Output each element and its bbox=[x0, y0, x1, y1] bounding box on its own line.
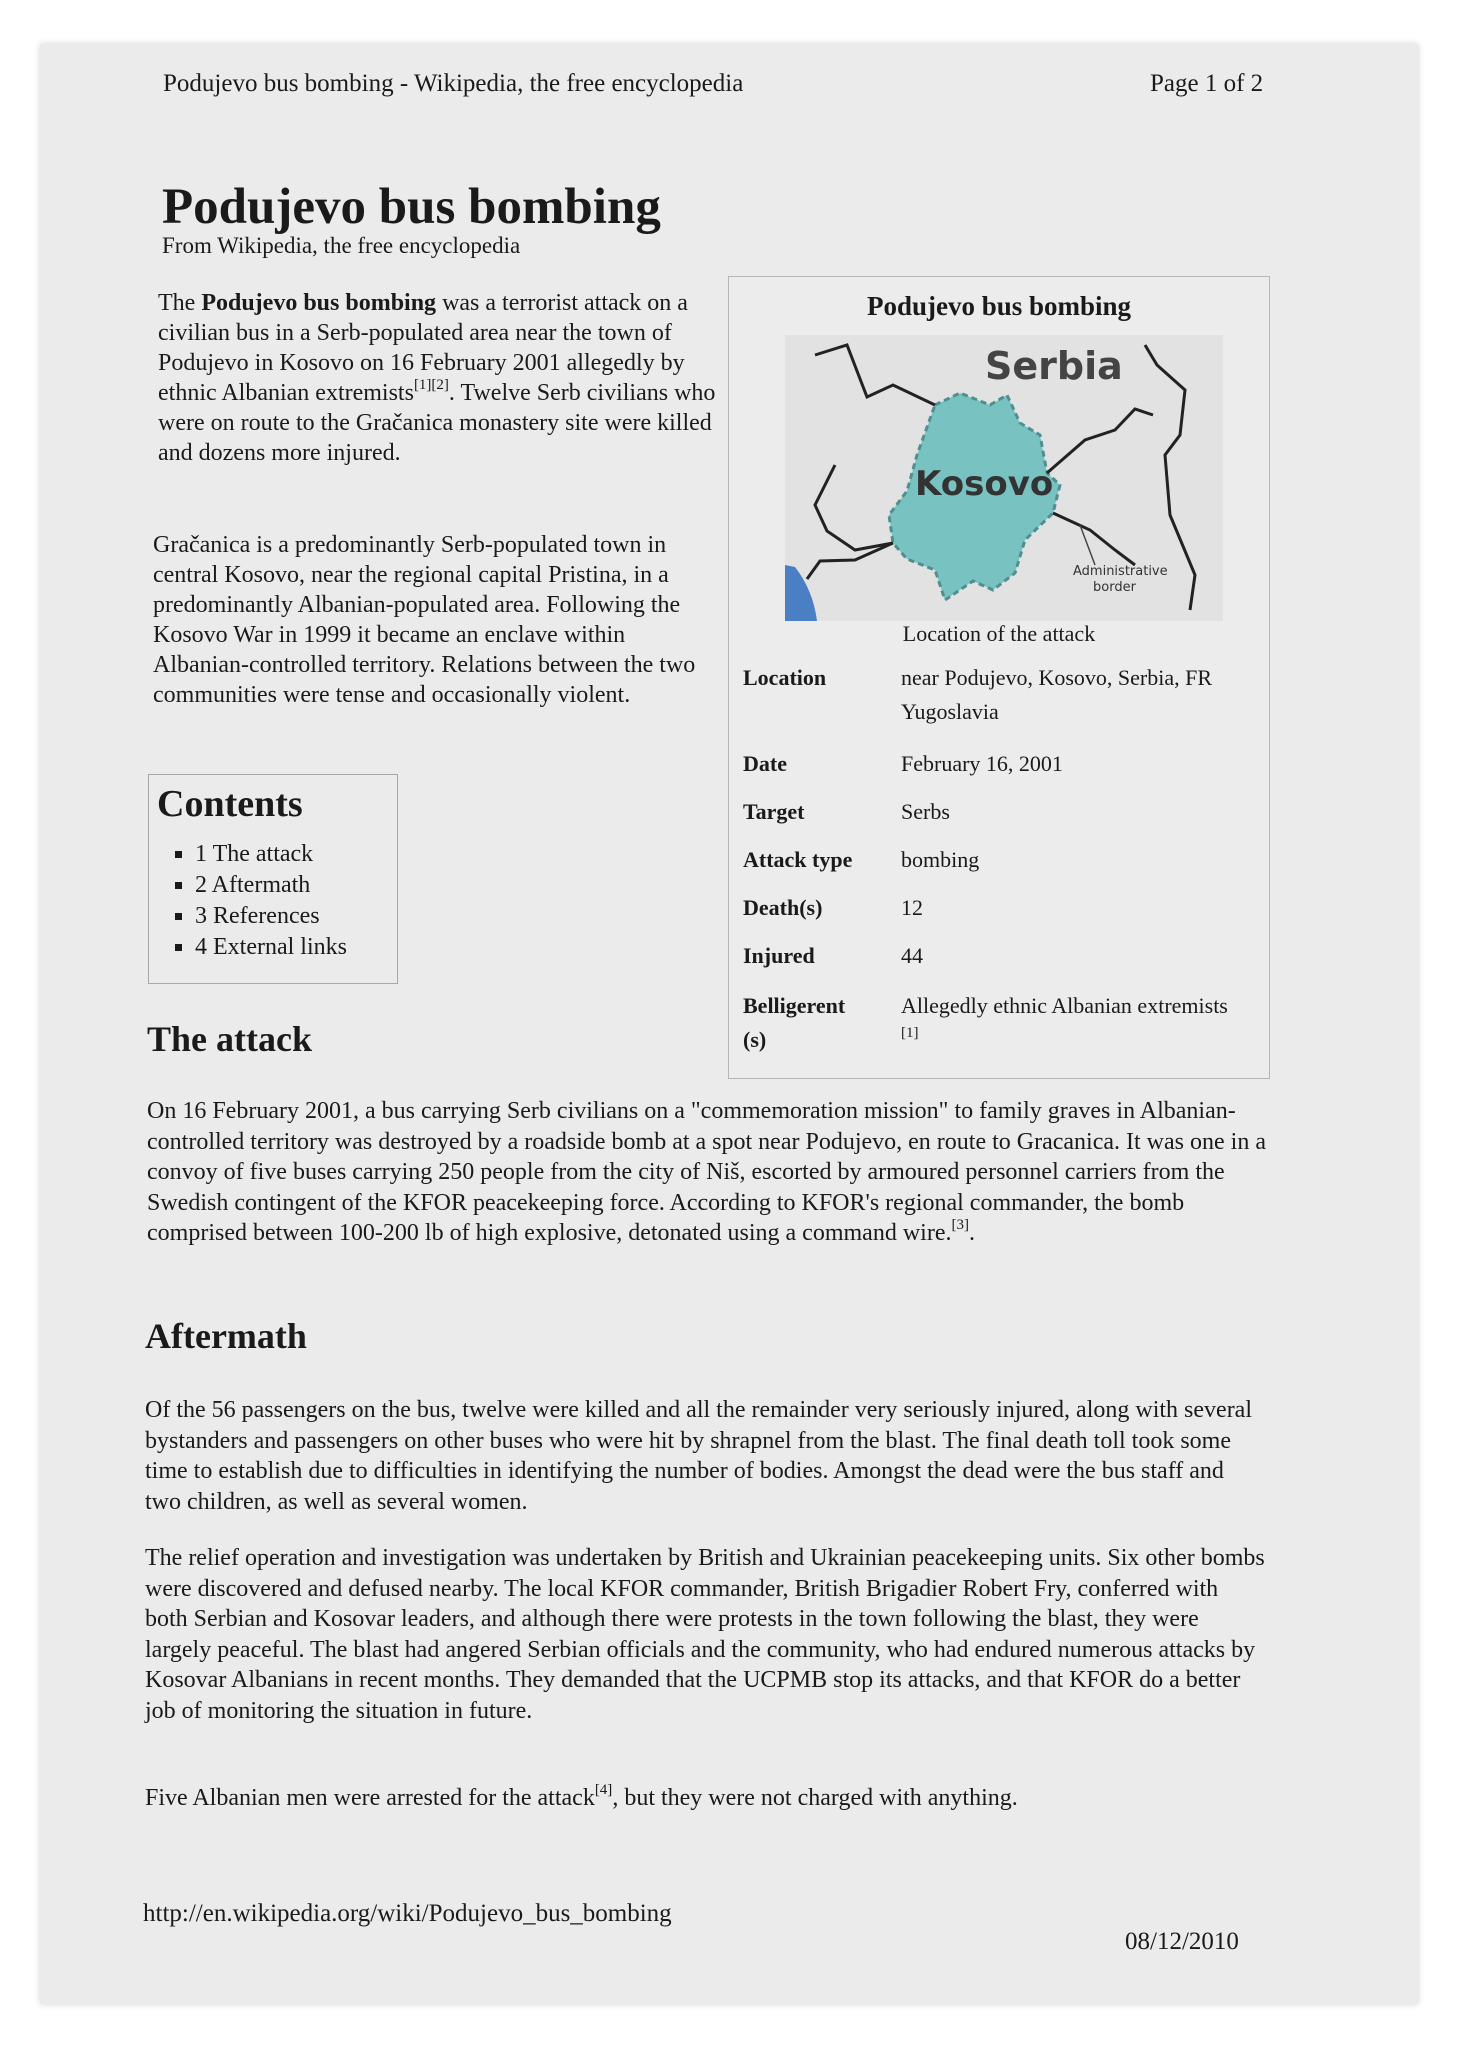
intro-text: was a terrorist attack on a civilian bus in a Serb-populated area near the town of Podujevo in Kosovo on 16 February 2001 allegedly by ethnic Albanian extremists bbox=[158, 290, 688, 406]
infobox-value: near Podujevo, Kosovo, Serbia, FR Yugoslavia bbox=[901, 665, 1213, 724]
toc-list bbox=[157, 839, 397, 963]
print-header-title: Podujevo bus bombing - Wikipedia, the free encyclopedia bbox=[163, 70, 744, 97]
print-header-page: Page 1 of 2 bbox=[1150, 70, 1264, 97]
map-label-serbia: Serbia bbox=[985, 344, 1123, 388]
citation-link[interactable]: [1][2] bbox=[413, 377, 449, 393]
toc-item[interactable]: ▪ 2 Aftermath bbox=[195, 870, 397, 901]
infobox-value: 12 bbox=[901, 895, 923, 920]
infobox-label: Belligerent (s) bbox=[743, 993, 846, 1052]
attack-text: . bbox=[968, 1220, 975, 1246]
infobox-label: Attack type bbox=[743, 847, 853, 872]
map-label-admin-border: Administrative bbox=[1073, 564, 1168, 579]
intro-text: The bbox=[158, 290, 202, 316]
citation-link[interactable]: [1] bbox=[901, 1024, 919, 1041]
infobox-value: Serbs bbox=[901, 799, 950, 824]
infobox-title: Podujevo bus bombing bbox=[866, 291, 1132, 321]
infobox-label: Date bbox=[743, 751, 787, 776]
aftermath-paragraph-2: The relief operation and investigation was undertaken by British and Ukrainian peacekeeping units. Six other bombs were discovered and defused nearby. The local KFOR commander, British Brigadier Robert Fry, conferred with both Serbian and Kosovar leaders, and although there were protests in the town following the blast, they were largely peaceful. The blast had angered Serbian officials and the community, who had endured numerous attacks by Kosovar Albanians in recent months. They demanded that the UCPMB stop its attacks, and that KFOR do a better job of monitoring the situation in future. bbox=[145, 1545, 1265, 1724]
attack-paragraph bbox=[147, 1096, 1267, 1249]
aftermath-text: , but they were not charged with anything. bbox=[612, 1785, 1018, 1811]
citation-link[interactable]: [3] bbox=[951, 1217, 969, 1233]
infobox bbox=[728, 276, 1270, 1079]
toc-item[interactable]: ▪ 4 External links bbox=[195, 932, 397, 963]
toc-item[interactable]: ▪ 3 References bbox=[195, 901, 397, 932]
infobox-value bbox=[901, 989, 1266, 1057]
infobox-label: Death(s) bbox=[743, 895, 823, 920]
infobox-label: Location bbox=[743, 665, 827, 690]
infobox-value: bombing bbox=[901, 847, 980, 872]
toc-heading: Contents bbox=[157, 783, 303, 825]
infobox-label: Target bbox=[743, 799, 805, 824]
map-label-admin-border: border bbox=[1093, 580, 1136, 595]
infobox-value: February 16, 2001 bbox=[901, 751, 1063, 776]
kosovo-location-map bbox=[785, 335, 1223, 621]
citation-link[interactable]: [4] bbox=[594, 1782, 613, 1798]
map-label-kosovo: Kosovo bbox=[915, 464, 1054, 504]
map-caption: Location of the attack bbox=[902, 621, 1096, 646]
section-heading-aftermath: Aftermath bbox=[145, 1316, 307, 1356]
attack-text: On 16 February 2001, a bus carrying Serb civilians on a "commemoration mission" to family graves in Albanian-controlled territory was destroyed by a roadside bomb at a spot near Podujevo, en route to Gracanica. It was one in a convoy of five buses carrying 250 people from the city of Niš, escorted by armoured personnel carriers from the Swedish contingent of the KFOR peacekeeping force. According to KFOR's regional commander, the bomb comprised between 100-200 lb of high explosive, detonated using a command wire. bbox=[147, 1098, 1266, 1246]
infobox-value: 44 bbox=[901, 943, 923, 968]
intro-bold-term: Podujevo bus bombing bbox=[201, 290, 437, 316]
footer-url: http://en.wikipedia.org/wiki/Podujevo_bus_bombing bbox=[143, 1900, 672, 1927]
toc-item[interactable]: ▪ 1 The attack bbox=[195, 839, 397, 870]
intro-paragraph-1 bbox=[158, 288, 718, 468]
table-of-contents bbox=[148, 774, 398, 984]
section-heading-attack: The attack bbox=[147, 1019, 312, 1059]
page-subtitle: From Wikipedia, the free encyclopedia bbox=[162, 233, 521, 258]
intro-text: . Twelve Serb civilians who were on route to the Gračanica monastery site were killed and dozens more injured. bbox=[158, 380, 716, 466]
intro-paragraph-2: Gračanica is a predominantly Serb-populated town in central Kosovo, near the regional capital Pristina, in a predominantly Albanian-populated area. Following the Kosovo War in 1999 it became an enclave within Albanian-controlled territory. Relations between the two communities were tense and occasionally violent. bbox=[153, 532, 696, 708]
footer-date: 08/12/2010 bbox=[1125, 1928, 1239, 1955]
page-title: Podujevo bus bombing bbox=[162, 179, 661, 235]
infobox-value-text: Allegedly ethnic Albanian extremists bbox=[901, 993, 1228, 1018]
infobox-row-belligerents bbox=[743, 989, 1263, 1059]
infobox-label: Injured bbox=[743, 943, 815, 968]
aftermath-text: Five Albanian men were arrested for the attack bbox=[145, 1785, 595, 1811]
aftermath-paragraph-3 bbox=[145, 1783, 1265, 1813]
infobox-row-location bbox=[743, 661, 1263, 731]
aftermath-paragraph-1: Of the 56 passengers on the bus, twelve were killed and all the remainder very seriously injured, along with several bystanders and passengers on other buses who were hit by shrapnel from the blast. The final death toll took some time to establish due to difficulties in identifying the number of bodies. Amongst the dead were the bus staff and two children, as well as several women. bbox=[145, 1397, 1252, 1515]
